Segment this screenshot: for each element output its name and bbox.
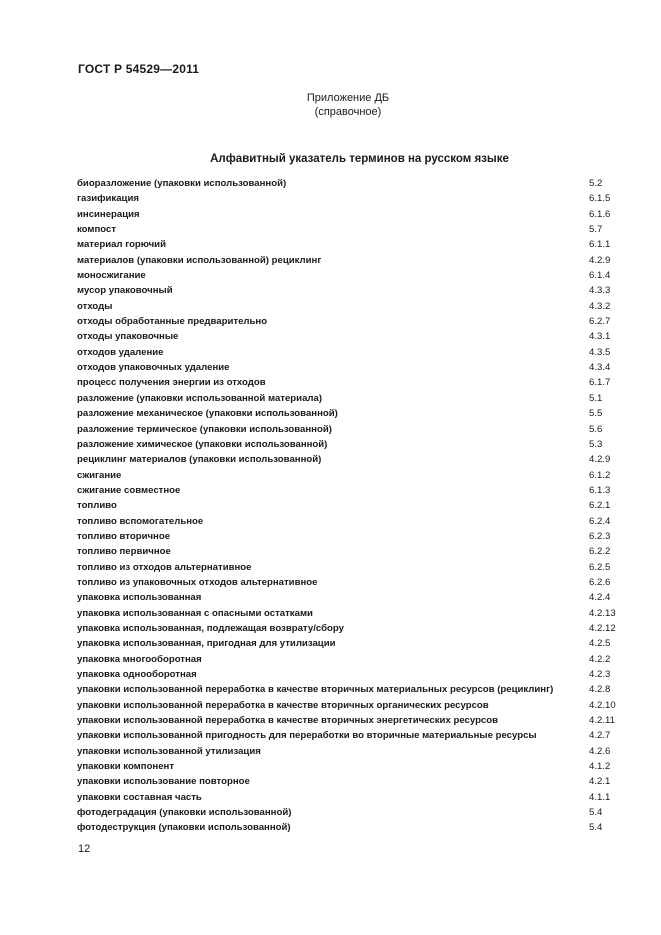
index-term: упаковка однооборотная: [77, 669, 197, 680]
appendix-title: Приложение ДБ: [306, 92, 390, 104]
index-row: [77, 253, 627, 268]
index-row: [77, 636, 627, 651]
term-index-list: [77, 176, 627, 836]
index-reference: 6.2.6: [589, 576, 611, 588]
index-reference: 4.2.10: [589, 699, 616, 711]
index-reference: 4.3.1: [589, 331, 611, 343]
index-term: упаковки использованной пригодность для переработки во вторичные материальные ресурсы: [77, 730, 537, 742]
index-row: [77, 652, 627, 667]
index-reference: 6.2.4: [589, 515, 611, 527]
index-reference: 6.1.7: [589, 377, 611, 389]
index-row: [77, 529, 627, 544]
index-row: [77, 468, 627, 483]
index-term: упаковка использованная, подлежащая возврату/сбору: [77, 622, 344, 634]
index-term: упаковки использованной переработка в качестве вторичных материальных ресурсов (рециклинг): [77, 684, 554, 696]
index-row: [77, 314, 627, 329]
index-reference: 4.1.2: [589, 761, 611, 773]
index-row: [77, 498, 627, 513]
index-term: разложение (упаковки использованной материала): [77, 392, 323, 404]
index-row: [77, 759, 627, 774]
index-term: фотодеструкция (упаковки использованной): [77, 822, 291, 834]
index-reference: 4.2.7: [589, 730, 611, 742]
index-reference: 4.2.8: [589, 684, 611, 696]
index-term: топливо: [77, 500, 117, 512]
index-row: [77, 621, 627, 636]
index-reference: 6.2.2: [589, 546, 611, 558]
index-reference: 4.2.13: [589, 607, 616, 619]
appendix-block: [300, 91, 396, 119]
index-term: биоразложение (упаковки использованной): [77, 178, 287, 189]
index-row: [77, 437, 627, 452]
index-term: материал горючий: [77, 239, 166, 251]
index-heading: Алфавитный указатель терминов на русском языке: [210, 153, 509, 165]
index-row: [77, 790, 627, 805]
index-row: [77, 774, 627, 789]
index-row: [77, 544, 627, 559]
page-number: 12: [78, 843, 91, 855]
index-row: [77, 744, 627, 759]
index-reference: 5.2: [589, 178, 603, 189]
index-row: [77, 391, 627, 406]
index-term: упаковки использованной переработка в качестве вторичных органических ресурсов: [77, 699, 489, 711]
index-row: [77, 483, 627, 498]
index-reference: 4.3.5: [589, 346, 611, 358]
index-row: [77, 268, 627, 283]
index-term: упаковка использованная с опасными остатками: [77, 607, 313, 619]
index-row: [77, 805, 627, 820]
index-row: [77, 514, 627, 529]
index-reference: 5.5: [589, 408, 603, 420]
index-row: [77, 406, 627, 421]
index-row: [77, 375, 627, 390]
index-row: [77, 667, 627, 682]
index-reference: 4.2.3: [589, 669, 611, 680]
index-term: моносжигание: [77, 270, 146, 282]
index-term: топливо из отходов альтернативное: [77, 561, 252, 573]
index-row: [77, 207, 627, 222]
index-reference: 6.1.6: [589, 208, 611, 220]
index-reference: 6.2.5: [589, 561, 611, 573]
index-row: [77, 452, 627, 467]
index-reference: 6.2.3: [589, 530, 611, 542]
index-term: разложение механическое (упаковки использованной): [77, 408, 338, 420]
index-term: фотодеградация (упаковки использованной): [77, 807, 292, 819]
index-reference: 4.2.11: [589, 715, 615, 727]
index-term: топливо из упаковочных отходов альтернативное: [77, 576, 318, 588]
index-term: отходов упаковочных удаление: [77, 362, 230, 374]
index-term: газификация: [77, 193, 139, 205]
index-row: [77, 299, 627, 314]
index-row: [77, 360, 627, 375]
index-term: топливо вторичное: [77, 530, 171, 542]
index-term: упаковки использование повторное: [77, 776, 250, 788]
index-row: [77, 222, 627, 237]
index-reference: 6.1.2: [589, 469, 611, 481]
index-reference: 6.1.4: [589, 270, 611, 282]
index-term: рециклинг материалов (упаковки использованной): [77, 454, 322, 466]
index-row: [77, 590, 627, 605]
index-row: [77, 560, 627, 575]
index-term: отходы: [77, 300, 113, 312]
index-term: разложение термическое (упаковки использованной): [77, 423, 332, 435]
index-reference: 4.2.12: [589, 622, 616, 634]
index-reference: 5.4: [589, 822, 603, 834]
index-row: [77, 283, 627, 298]
index-reference: 5.6: [589, 423, 603, 435]
index-term: упаковки использованной переработка в качестве вторичных энергетических ресурсов: [77, 715, 499, 727]
index-term: материалов (упаковки использованной) рециклинг: [77, 254, 322, 266]
index-term: упаковка использованная, пригодная для утилизации: [77, 638, 336, 650]
index-reference: 4.2.4: [589, 592, 611, 604]
index-term: сжигание: [77, 469, 122, 481]
index-reference: 4.3.3: [589, 285, 611, 297]
index-term: упаковки использованной утилизация: [77, 745, 261, 757]
index-term: разложение химическое (упаковки использованной): [77, 438, 328, 450]
index-term: мусор упаковочный: [77, 285, 173, 297]
index-reference: 6.2.1: [589, 500, 611, 512]
index-row: [77, 329, 627, 344]
index-term: процесс получения энергии из отходов: [77, 377, 266, 389]
index-row: [77, 820, 627, 835]
document-standard-header: ГОСТ Р 54529—2011: [78, 62, 200, 76]
index-term: сжигание совместное: [77, 484, 181, 496]
index-term: отходы обработанные предварительно: [77, 316, 268, 328]
index-reference: 5.4: [589, 807, 603, 819]
index-reference: 5.3: [589, 438, 603, 450]
index-row: [77, 422, 627, 437]
index-row: [77, 575, 627, 590]
index-term: топливо первичное: [77, 546, 171, 558]
index-row: [77, 176, 627, 191]
index-term: упаковка многооборотная: [77, 653, 202, 665]
index-reference: 5.7: [589, 224, 603, 236]
index-row: [77, 728, 627, 743]
index-row: [77, 191, 627, 206]
index-term: упаковки компонент: [77, 761, 175, 773]
index-term: компост: [77, 224, 117, 236]
index-term: отходов удаление: [77, 346, 164, 358]
index-term: отходы упаковочные: [77, 331, 179, 343]
index-reference: 4.2.9: [589, 254, 611, 266]
index-term: упаковка использованная: [77, 592, 202, 604]
index-term: упаковки составная часть: [77, 791, 202, 803]
index-term: инсинерация: [77, 208, 140, 220]
index-row: [77, 606, 627, 621]
index-reference: 6.1.3: [589, 484, 611, 496]
index-reference: 4.2.1: [589, 776, 611, 788]
appendix-note: (справочное): [314, 106, 382, 118]
index-reference: 6.2.7: [589, 316, 611, 328]
index-reference: 4.2.2: [589, 653, 611, 665]
index-reference: 6.1.1: [589, 239, 611, 251]
index-reference: 5.1: [589, 392, 603, 404]
index-row: [77, 237, 627, 252]
index-reference: 4.3.2: [589, 300, 611, 312]
index-reference: 6.1.5: [589, 193, 611, 205]
index-row: [77, 713, 627, 728]
index-reference: 4.3.4: [589, 362, 611, 374]
index-row: [77, 698, 627, 713]
index-reference: 4.2.6: [589, 745, 611, 757]
index-reference: 4.2.5: [589, 638, 611, 650]
index-term: топливо вспомогательное: [77, 515, 204, 527]
index-row: [77, 682, 627, 697]
index-reference: 4.1.1: [589, 791, 611, 803]
index-reference: 4.2.9: [589, 454, 611, 466]
index-row: [77, 345, 627, 360]
